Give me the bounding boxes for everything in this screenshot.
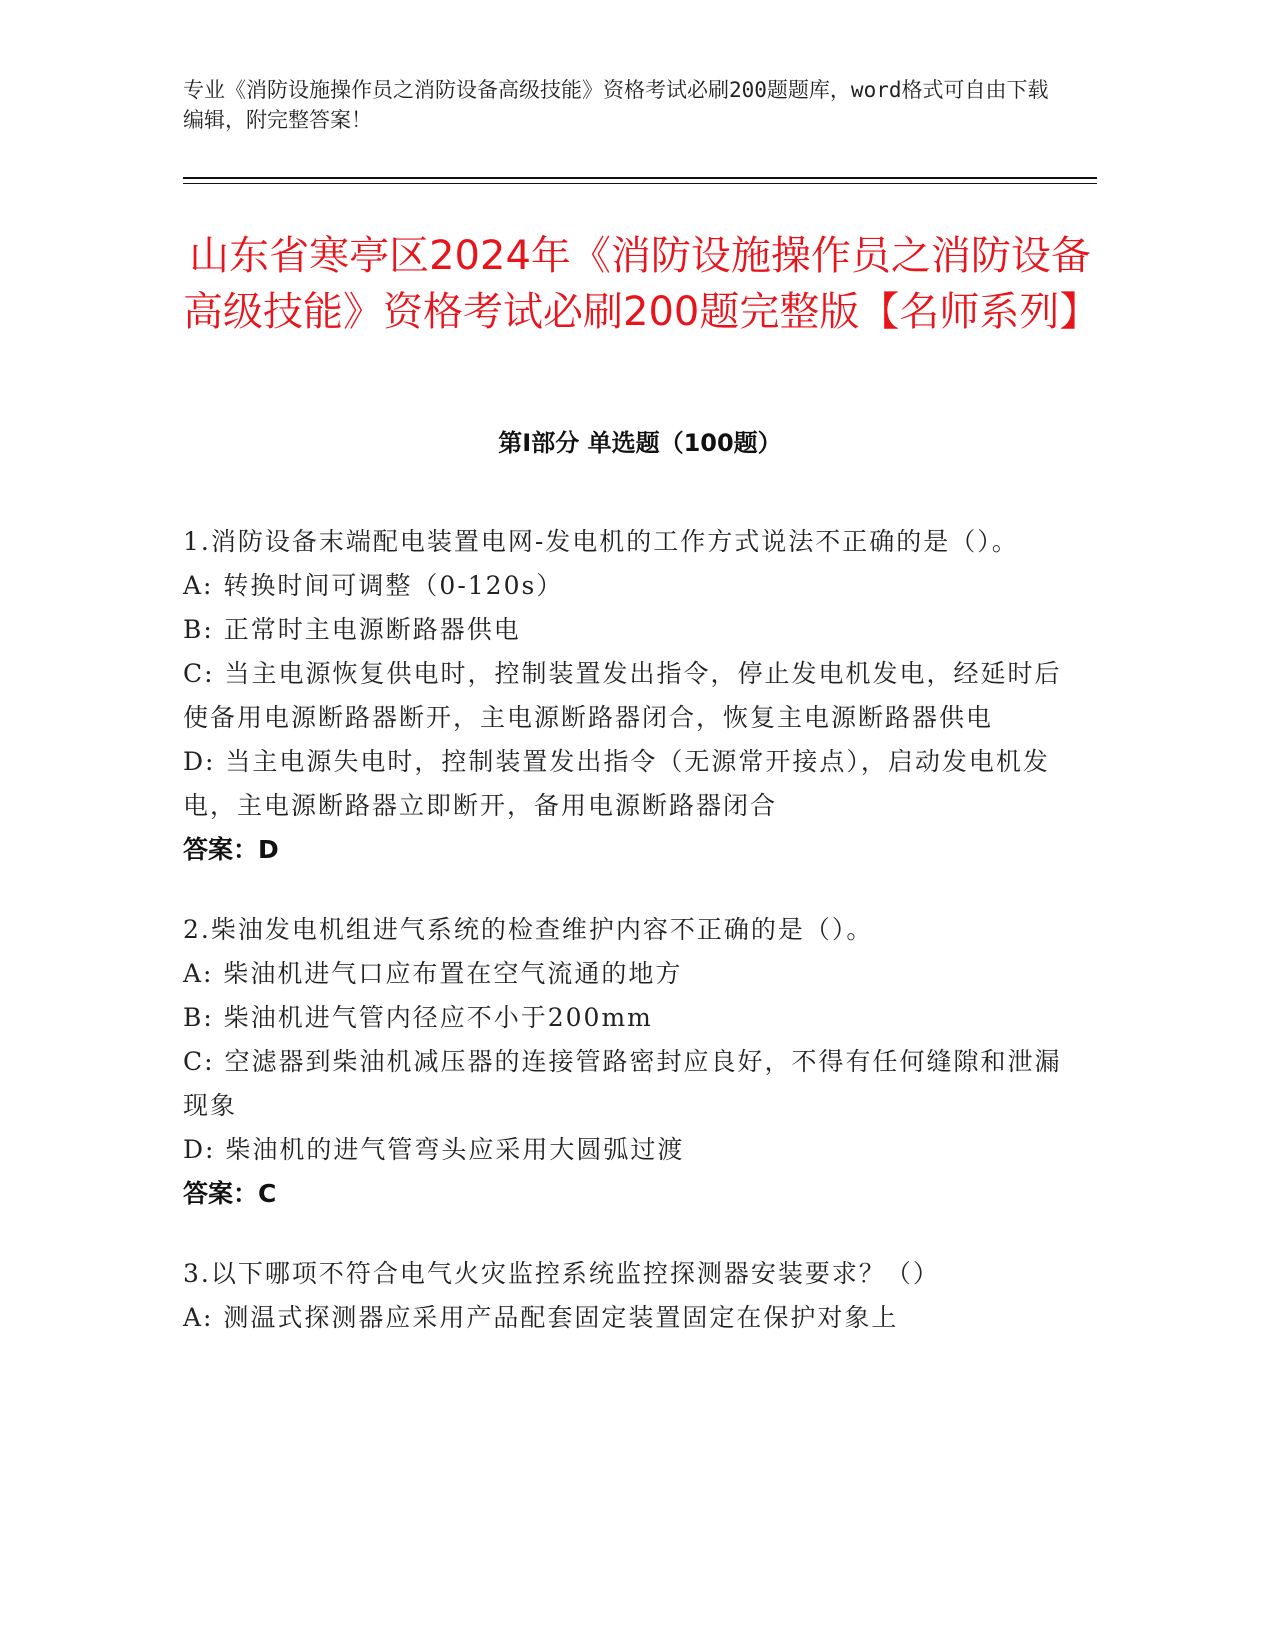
option-d: D: 柴油机的进气管弯头应采用大圆弧过渡 [183, 1135, 685, 1164]
answer: 答案：C [183, 1179, 277, 1208]
question-list [183, 520, 1063, 1376]
option-c: C: 当主电源恢复供电时，控制装置发出指令，停止发电机发电，经延时后使备用电源断路器断开，主电源断路器闭合，恢复主电源断路器供电 [183, 659, 1062, 732]
question-stem: 3.以下哪项不符合电气火灾监控系统监控探测器安装要求？（） [183, 1259, 940, 1288]
question-1 [183, 520, 1063, 872]
option-a: A: 测温式探测器应采用产品配套固定装置固定在保护对象上 [183, 1303, 899, 1332]
option-b: B: 柴油机进气管内径应不小于200mm [183, 1003, 653, 1032]
question-2 [183, 908, 1063, 1216]
option-c: C: 空滤器到柴油机减压器的连接管路密封应良好，不得有任何缝隙和泄漏现象 [183, 1047, 1062, 1120]
option-a: A: 转换时间可调整（0-120s） [183, 571, 564, 600]
header-rule-thin [183, 183, 1097, 184]
option-a: A: 柴油机进气口应布置在空气流通的地方 [183, 959, 683, 988]
header-rule-thick [183, 177, 1097, 179]
answer: 答案：D [183, 835, 279, 864]
question-3 [183, 1252, 1063, 1340]
section-title: 第Ⅰ部分 单选题（100题） [498, 429, 782, 457]
document-title: 山东省寒亭区2024年《消防设施操作员之消防设备高级技能》资格考试必刷200题完整版【名师系列】 [183, 233, 1100, 335]
header-note: 专业《消防设施操作员之消防设备高级技能》资格考试必刷200题题库，word格式可自由下载编辑，附完整答案！ [183, 78, 1049, 132]
option-d: D: 当主电源失电时，控制装置发出指令（无源常开接点），启动发电机发电，主电源断路器立即断开，备用电源断路器闭合 [183, 747, 1050, 820]
question-stem: 2.柴油发电机组进气系统的检查维护内容不正确的是（）。 [183, 915, 874, 944]
option-b: B: 正常时主电源断路器供电 [183, 615, 521, 644]
question-stem: 1.消防设备末端配电装置电网-发电机的工作方式说法不正确的是（）。 [183, 527, 1019, 556]
